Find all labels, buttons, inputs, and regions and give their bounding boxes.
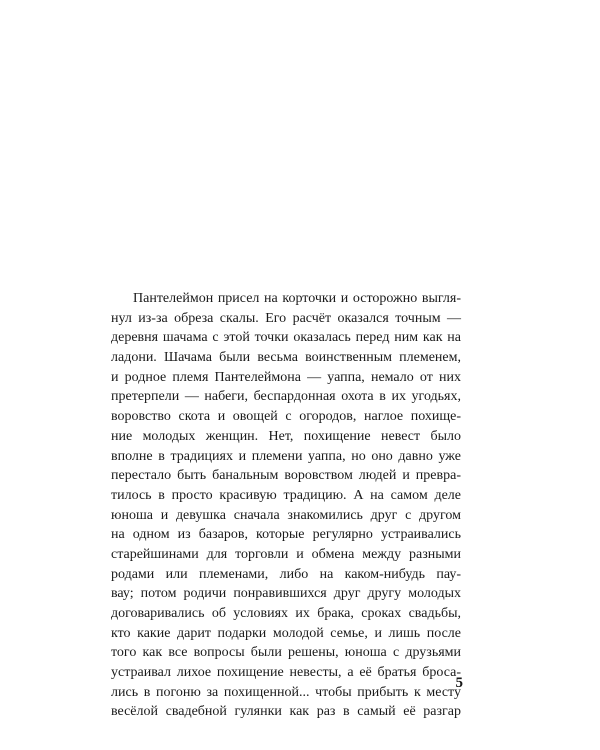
text-line: весёлой свадебной гулянки как раз в самый её разгар xyxy=(111,704,461,720)
text-line: ладони. Шачама были весьма воинственным племенем, xyxy=(111,350,461,366)
text-line: деревня шачама с этой точки оказалась перед ним как на xyxy=(111,330,461,346)
text-line: юноша и девушка сначала знакомились друг с другом xyxy=(111,507,461,523)
text-line: воровство скота и овощей с огородов, наглое похище- xyxy=(111,409,461,425)
page-number: 5 xyxy=(455,675,463,691)
text-line: родами или племенами, либо на каком-нибудь пау- xyxy=(111,566,461,582)
text-line: лись в погоню за похищенной... чтобы прибыть к месту xyxy=(111,684,461,700)
text-line: того как все вопросы были решены, юноша с друзьями xyxy=(111,645,461,661)
text-line: старейшинами для торговли и обмена между разными xyxy=(111,546,461,562)
body-text xyxy=(111,289,461,722)
text-line: тилось в просто красивую традицию. А на самом деле xyxy=(111,487,461,503)
text-line: Пантелеймон присел на корточки и осторожно выгля- xyxy=(133,291,461,306)
text-line: вполне в традициях и племени уаппа, но оно давно уже xyxy=(111,448,461,464)
text-line: кто какие дарит подарки молодой семье, и лишь после xyxy=(111,625,461,641)
text-line: вау; потом родичи понравившихся друг другу молодых xyxy=(111,586,461,602)
text-line: и родное племя Пантелеймона — уаппа, немало от них xyxy=(111,369,461,385)
text-line: ние молодых женщин. Нет, похищение невест было xyxy=(111,428,461,444)
text-line: перестало быть банальным воровством людей и превра- xyxy=(111,468,461,484)
text-line: на одном из базаров, которые регулярно устраивались xyxy=(111,527,461,543)
text-line: устраивал лихое похищение невесты, а её братья броса- xyxy=(111,665,461,681)
text-line: претерпели — набеги, беспардонная охота в их угодьях, xyxy=(111,389,461,405)
text-line: нул из-за обреза скалы. Его расчёт оказался точным — xyxy=(111,310,461,326)
text-line: договаривались об условиях их брака, сроках свадьбы, xyxy=(111,606,461,621)
